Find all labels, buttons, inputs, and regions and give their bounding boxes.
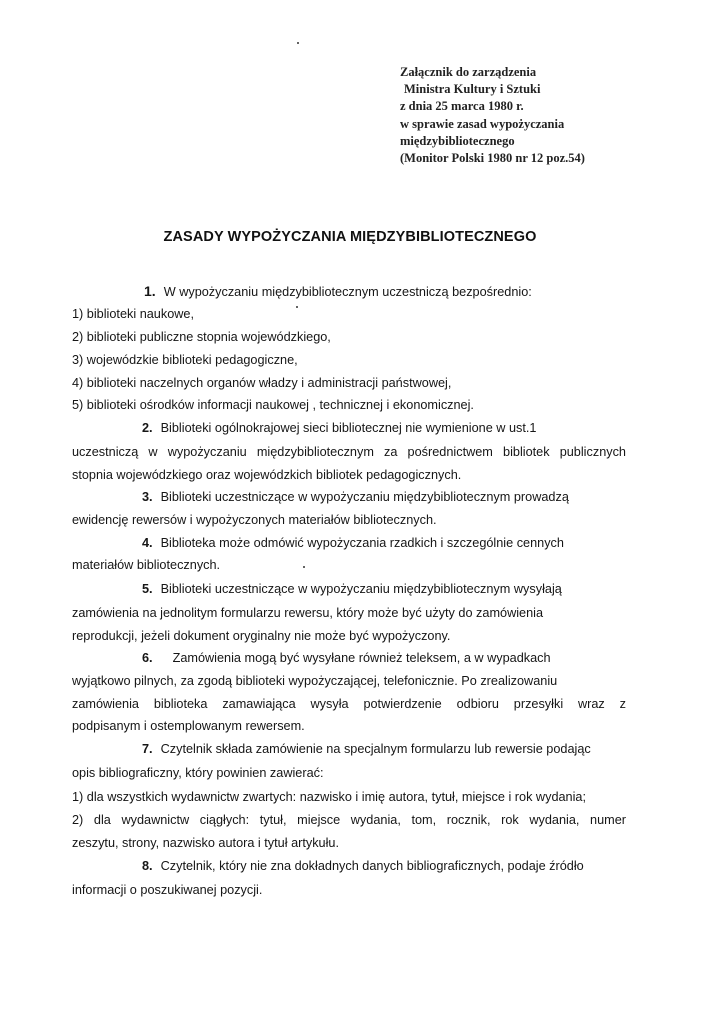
annex-header-line: międzybibliotecznego — [400, 133, 515, 148]
section-number: 7. — [142, 742, 153, 756]
section-text: Zamówienia mogą być wysyłane również teleksem, a w wypadkach — [172, 651, 551, 665]
section-number: 2. — [142, 421, 153, 435]
section-text-line: podpisanym i ostemplowanym rewersem. — [72, 719, 305, 733]
annex-header-line: w sprawie zasad wypożyczania — [400, 116, 565, 131]
section-number: 4. — [142, 536, 153, 550]
section-text-line: uczestniczą w wypożyczaniu międzybibliotecznym za pośrednictwem bibliotek publicznych — [72, 445, 626, 459]
list-item: 1) biblioteki naukowe, — [72, 307, 195, 321]
annex-header — [400, 64, 660, 167]
section-3-first-line — [142, 490, 569, 504]
annex-header-line: (Monitor Polski 1980 nr 12 poz.54) — [400, 151, 585, 166]
section-4-first-line — [142, 536, 626, 550]
section-1-intro — [144, 283, 532, 299]
section-text-line: stopnia wojewódzkiego oraz wojewódzkich bibliotek pedagogicznych. — [72, 468, 462, 482]
section-6-first-line — [142, 651, 551, 665]
section-text-line: 1) dla wszystkich wydawnictw zwartych: nazwisko i imię autora, tytuł, miejsce i rok wydania; — [72, 790, 587, 804]
section-text: Biblioteki ogólnokrajowej sieci bibliotecznej nie wymienione w ust.1 — [160, 421, 537, 435]
section-text: Biblioteki uczestniczące w wypożyczaniu międzybibliotecznym wysyłają — [160, 582, 562, 596]
section-text: Biblioteka może odmówić wypożyczania rzadkich i szczególnie cennych — [160, 536, 564, 550]
section-number: 3. — [142, 490, 153, 504]
annex-header-line: Załącznik do zarządzenia — [400, 65, 537, 79]
section-text-line: opis bibliograficzny, który powinien zawierać: — [72, 766, 324, 780]
scan-speck — [296, 306, 298, 308]
scan-speck — [303, 566, 305, 568]
section-text: W wypożyczaniu międzybibliotecznym uczestniczą bezpośrednio: — [163, 285, 532, 299]
section-2-first-line — [142, 421, 536, 435]
section-text: Czytelnik składa zamówienie na specjalnym formularzu lub rewersie podając — [160, 742, 591, 756]
scan-speck — [297, 42, 299, 44]
list-item: 3) wojewódzkie biblioteki pedagogiczne, — [72, 353, 298, 367]
section-7-first-line — [142, 742, 591, 756]
annex-header-line: z dnia 25 marca 1980 r. — [400, 99, 524, 114]
section-8-first-line — [142, 859, 584, 873]
section-text-line: ewidencję rewersów i wypożyczonych materiałów bibliotecznych. — [72, 513, 437, 527]
section-5-first-line — [142, 582, 562, 596]
list-item: 2) biblioteki publiczne stopnia wojewódzkiego, — [72, 330, 331, 344]
section-text-line: zeszytu, strony, nazwisko autora i tytuł artykułu. — [72, 836, 340, 850]
section-number: 1. — [144, 283, 156, 299]
annex-header-line: Ministra Kultury i Sztuki — [404, 82, 541, 97]
section-number: 8. — [142, 859, 153, 873]
section-text-line: 2) dla wydawnictw ciągłych: tytuł, miejsce wydania, tom, rocznik, rok wydania, numer — [72, 813, 626, 827]
section-number: 6. — [142, 651, 153, 665]
document-title: ZASADY WYPOŻYCZANIA MIĘDZYBIBLIOTECZNEGO — [163, 229, 537, 245]
section-text-line: wyjątkowo pilnych, za zgodą biblioteki wypożyczającej, telefonicznie. Po zrealizowaniu — [72, 674, 558, 688]
section-text: Biblioteki uczestniczące w wypożyczaniu międzybibliotecznym prowadzą — [160, 490, 569, 504]
section-text: Czytelnik, który nie zna dokładnych danych bibliograficznych, podaje źródło — [160, 859, 584, 873]
section-text-line: zamówienia na jednolitym formularzu rewersu, który może być użyty do zamówienia — [72, 606, 544, 620]
section-text-line: materiałów bibliotecznych. — [72, 558, 221, 572]
section-text-line: reprodukcji, jeżeli dokument oryginalny nie może być wypożyczony. — [72, 629, 451, 643]
section-text-line: zamówienia biblioteka zamawiająca wysyła potwierdzenie odbioru przesyłki wraz z — [72, 697, 626, 711]
list-item: 4) biblioteki naczelnych organów władzy i administracji państwowej, — [72, 376, 452, 390]
section-text-line: informacji o poszukiwanej pozycji. — [72, 883, 263, 897]
section-number: 5. — [142, 582, 153, 596]
list-item: 5) biblioteki ośrodków informacji naukowej , technicznej i ekonomicznej. — [72, 398, 474, 412]
